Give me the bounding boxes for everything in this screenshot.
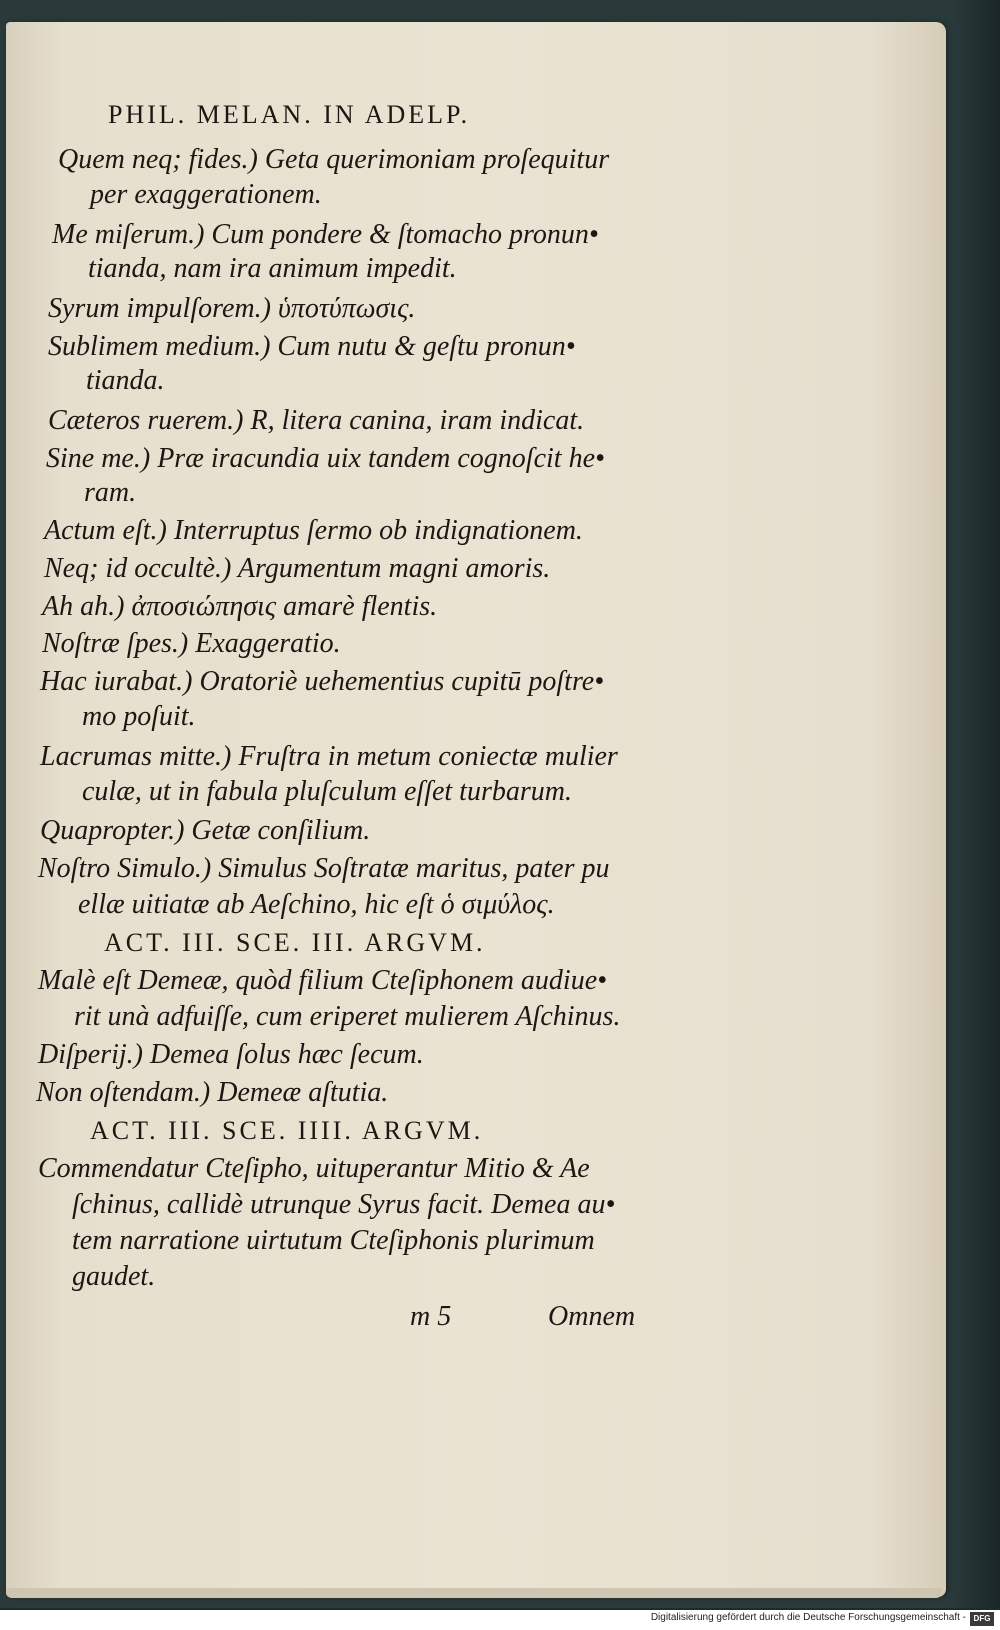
entry [44, 514, 583, 548]
lemma: Noſtro Simulo.) [38, 853, 212, 884]
entry [52, 218, 599, 252]
lemma: Cæteros ruerem.) [48, 405, 244, 436]
gloss: ὑποτύπωσις. [270, 293, 416, 324]
lemma: Actum eſt.) [44, 515, 167, 546]
lemma: Quem neq; fides.) [58, 144, 258, 175]
lemma: Ah ah.) [42, 591, 125, 622]
argument-line: tem narratione uirtutum Cteſiphonis plurimum [72, 1225, 595, 1256]
gloss: Exaggeratio. [188, 628, 341, 659]
lemma: Me miſerum.) [52, 219, 205, 250]
signature-mark: m 5 [410, 1301, 452, 1332]
gloss: Argumentum magni amoris. [231, 553, 551, 584]
section-heading: ACT. III. SCE. III. ARGVM. [104, 928, 486, 957]
section-heading: ACT. III. SCE. IIII. ARGVM. [90, 1116, 484, 1145]
lemma: Quapropter.) [40, 815, 185, 846]
gloss: ἀποσιώπησις amarè flentis. [124, 591, 438, 622]
argument-line: Malè eſt Demeæ, quòd filium Cteſiphonem audiue• [38, 965, 607, 996]
argument-line: rit unà adfuiſſe, cum eriperet mulierem Aſchinus. [74, 1001, 621, 1032]
entry-continuation: mo poſuit. [82, 701, 196, 732]
entry-continuation: tianda, nam ira animum impedit. [88, 253, 457, 284]
entry [44, 552, 550, 586]
lemma: Sublimem medium.) [48, 331, 271, 362]
gloss: Cum nutu & geſtu pronun• [270, 331, 576, 362]
entry [58, 143, 609, 177]
gloss: Geta querimoniam proſequitur [257, 144, 610, 175]
entry [46, 442, 605, 476]
gloss: Præ iracundia uix tandem cognoſcit he• [150, 443, 605, 474]
entry-continuation: culæ, ut in fabula pluſculum eſſet turbarum. [82, 776, 572, 807]
lemma: Noſtræ ſpes.) [42, 628, 189, 659]
entry [48, 330, 576, 364]
entry [40, 740, 618, 774]
lemma: Diſperij.) [38, 1039, 143, 1070]
entry [38, 1038, 424, 1072]
lemma: Neq; id occultè.) [44, 553, 232, 584]
gloss: Getæ conſilium. [184, 815, 371, 846]
gloss: Fruſtra in metum coniectæ mulier [231, 741, 618, 772]
dfg-logo: DFG [970, 1612, 994, 1626]
entry [40, 665, 604, 699]
entry [48, 404, 584, 438]
lemma: Hac iurabat.) [40, 666, 193, 697]
argument-line: gaudet. [72, 1261, 156, 1292]
catchword: Omnem [548, 1301, 636, 1332]
entry-continuation: per exaggerationem. [90, 179, 322, 210]
gloss: Simulus Soſtratæ maritus, pater pu [211, 853, 610, 884]
footer-credit: Digitalisierung gefördert durch die Deutsche Forschungsgemeinschaft - [650, 1612, 966, 1623]
entry-continuation: tianda. [86, 365, 165, 396]
gloss: Cum pondere & ſtomacho pronun• [204, 219, 599, 250]
lemma: Non oſtendam.) [36, 1077, 211, 1108]
running-head: PHIL. MELAN. IN ADELP. [108, 100, 471, 129]
entry-continuation: ram. [84, 477, 137, 508]
gloss: Interruptus ſermo ob indignationem. [166, 515, 583, 546]
entry [38, 852, 609, 886]
lemma: Syrum impulſorem.) [48, 293, 271, 324]
entry [48, 292, 415, 326]
lemma: Sine me.) [46, 443, 151, 474]
entry [42, 590, 437, 624]
gloss: Oratoriè uehementius cupitū poſtre• [192, 666, 605, 697]
gloss: Demea ſolus hæc ſecum. [143, 1039, 424, 1070]
entry [42, 627, 341, 661]
lemma: Lacrumas mitte.) [40, 741, 232, 772]
gloss: Demeæ aſtutia. [210, 1077, 389, 1108]
argument-line: Commendatur Cteſipho, uituperantur Mitio & Ae [38, 1153, 590, 1184]
gloss: R, litera canina, iram indicat. [243, 405, 585, 436]
entry-continuation: ellæ uitiatæ ab Aeſchino, hic eſt ὁ σιμύλος. [78, 889, 555, 920]
page-edge [6, 1588, 942, 1598]
argument-line: ſchinus, callidè utrunque Syrus facit. Demea au• [72, 1189, 616, 1220]
entry [40, 814, 370, 848]
entry [36, 1076, 388, 1110]
